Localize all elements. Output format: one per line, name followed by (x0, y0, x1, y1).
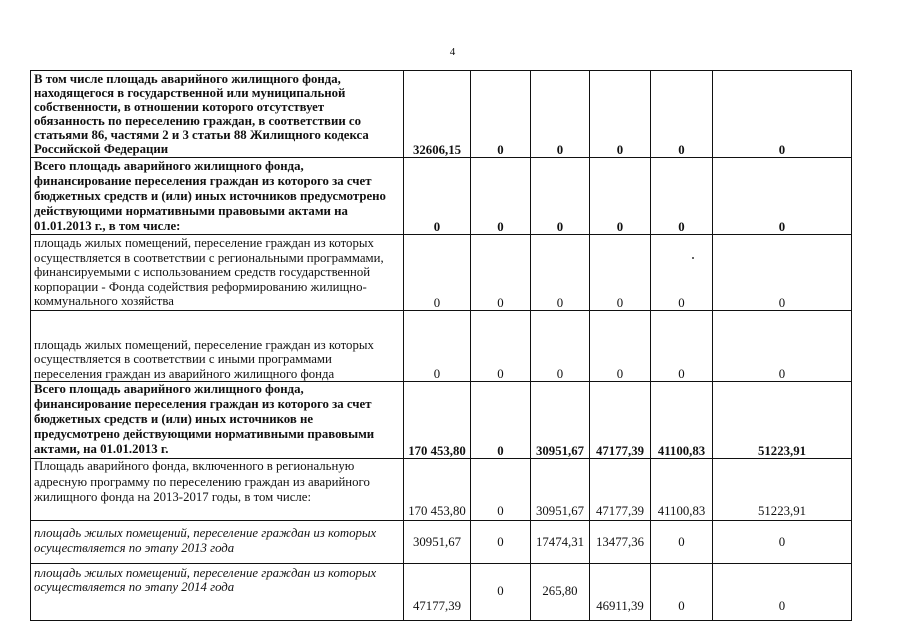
row-label-line: адресную программу по переселению граждан из аварийного (34, 474, 370, 489)
value-cell: 0 (471, 311, 531, 382)
row-label-line: Всего площадь аварийного жилищного фонда, (34, 159, 304, 173)
row-label-line: переселения граждан из аварийного жилищного фонда (34, 366, 335, 381)
value-cell: 0 (471, 71, 531, 158)
value-cell: 0 (471, 521, 531, 564)
row-label-line: финансируемыми с использованием средств государственной (34, 265, 371, 279)
value-cell: 0 (713, 521, 852, 564)
row-label-line: актами, на 01.01.2013 г. (34, 442, 169, 456)
value-cell: 30951,67 (531, 382, 590, 459)
row-label-line: коммунального хозяйства (34, 294, 174, 308)
value-cell: 0 (471, 382, 531, 459)
row-label-line: площадь жилых помещений, переселение граждан из которых (34, 526, 377, 540)
row-label-line: площадь жилых помещений, переселение граждан из которых (34, 566, 377, 580)
value-cell: 0 (651, 158, 713, 235)
value-cell: 41100,83 (651, 459, 713, 521)
value-cell: 30951,67 (404, 521, 471, 564)
value-cell: 0 (651, 564, 713, 621)
row-label-line: площадь жилых помещений, переселение граждан из которых (34, 337, 374, 352)
value-cell: 0 (404, 235, 471, 311)
page-number: 4 (449, 46, 456, 58)
value-cell: 170 453,80 (404, 382, 471, 459)
value-cell: 32606,15 (404, 71, 471, 158)
row-label-line: корпорации - Фонда содействия реформированию жилищно- (34, 279, 367, 294)
value-cell: 47177,39 (404, 564, 471, 621)
value-cell: 0 (651, 311, 713, 382)
value-cell: 51223,91 (713, 382, 852, 459)
row-label (31, 521, 404, 564)
value-cell: 47177,39 (590, 459, 651, 521)
row-label-line: финансирование переселения граждан из которого за счет (34, 397, 372, 411)
data-table (30, 70, 852, 621)
value-cell: 17474,31 (531, 521, 590, 564)
value-cell: 51223,91 (713, 459, 852, 521)
value-cell: 0 (590, 235, 651, 311)
value-cell: 13477,36 (590, 521, 651, 564)
row-label-line: 01.01.2013 г., в том числе: (34, 219, 181, 233)
row-label (31, 382, 404, 459)
value-cell: 265,80 (531, 564, 590, 621)
row-label (31, 158, 404, 235)
value-cell: 47177,39 (590, 382, 651, 459)
value-cell: 0 (651, 235, 713, 311)
value-cell: 0 (713, 564, 852, 621)
row-label-line: жилищного фонда на 2013-2017 годы, в том числе: (34, 490, 312, 504)
value-cell: 0 (590, 311, 651, 382)
value-cell: 30951,67 (531, 459, 590, 521)
value-cell: 0 (404, 158, 471, 235)
row-label (31, 71, 404, 158)
row-label-line: обязанность по переселению граждан, в соответствии со (34, 114, 361, 128)
value-cell: 0 (713, 71, 852, 158)
value-cell: 0 (590, 71, 651, 158)
value-cell: 0 (651, 521, 713, 564)
scan-mark (692, 257, 694, 259)
value-cell: 0 (590, 158, 651, 235)
row-label-line: собственности, в отношении которого отсутствует (34, 100, 325, 114)
value-cell: 170 453,80 (404, 459, 471, 521)
value-cell: 41100,83 (651, 382, 713, 459)
value-cell: 0 (404, 311, 471, 382)
row-label-line: осуществляется в соответствии с иными программами (34, 352, 332, 366)
value-cell: 0 (471, 158, 531, 235)
row-label-line: осуществляется по этапу 2013 года (34, 540, 235, 555)
row-label-line: бюджетных средств и (или) иных источников не (34, 412, 314, 426)
value-cell: 0 (471, 235, 531, 311)
value-cell: 0 (713, 235, 852, 311)
row-label (31, 235, 404, 311)
value-cell: 0 (531, 311, 590, 382)
row-label (31, 311, 404, 382)
row-label-line: статьями 86, частями 2 и 3 статьи 88 Жилищного кодекса (34, 128, 369, 142)
row-label-line: Всего площадь аварийного жилищного фонда, (34, 382, 304, 396)
row-label-line: находящегося в государственной или муниципальной (34, 86, 346, 100)
value-cell: 0 (651, 71, 713, 158)
row-label-line: Площадь аварийного фонда, включенного в региональную (34, 459, 355, 473)
row-label-line: осуществляется в соответствии с региональными программами, (34, 250, 384, 265)
value-cell: 0 (531, 235, 590, 311)
row-label (31, 564, 404, 621)
row-label-line: действующими нормативными правовыми актами на (34, 204, 348, 218)
value-cell: 0 (713, 158, 852, 235)
value-cell: 0 (531, 158, 590, 235)
value-cell: 0 (471, 564, 531, 621)
row-label-line: Российской Федерации (34, 142, 169, 156)
row-label-line: финансирование переселения граждан из которого за счет (34, 174, 372, 188)
row-label-line: осуществляется по этапу 2014 года (34, 580, 235, 594)
row-label-line: В том числе площадь аварийного жилищного фонда, (34, 72, 341, 86)
value-cell: 0 (531, 71, 590, 158)
row-label (31, 459, 404, 521)
row-label-line: бюджетных средств и (или) иных источников предусмотрено (34, 189, 386, 203)
row-label-line: предусмотрено действующими нормативными правовыми (34, 427, 375, 441)
value-cell: 0 (471, 459, 531, 521)
row-label-line: площадь жилых помещений, переселение граждан из которых (34, 236, 374, 250)
value-cell: 0 (713, 311, 852, 382)
value-cell: 46911,39 (590, 564, 651, 621)
